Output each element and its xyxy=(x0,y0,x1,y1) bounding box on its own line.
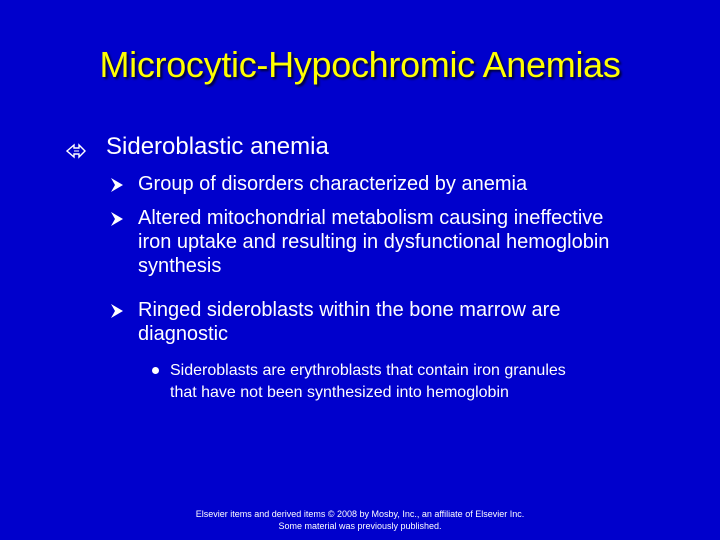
bullet-level3 xyxy=(152,360,592,404)
arrow-bullet-icon xyxy=(110,177,124,193)
bullet-level2 xyxy=(106,206,626,278)
copyright-footer xyxy=(0,508,720,532)
arrow-bullet-icon xyxy=(110,303,124,319)
bullet-level1: Sideroblastic anemia xyxy=(106,133,329,160)
slide-title: Microcytic-Hypochromic Anemias xyxy=(99,44,621,85)
footer-line: Elsevier items and derived items © 2008 by Mosby, Inc., an affiliate of Elsevier Inc. xyxy=(195,509,525,519)
arrow-bullet-icon xyxy=(110,211,124,227)
bullet-text: Group of disorders characterized by anemia xyxy=(138,173,528,195)
dot-bullet-icon xyxy=(152,367,159,374)
bullet-level2 xyxy=(106,172,626,196)
dingbat-bullet-icon xyxy=(66,142,86,160)
bullet-level2 xyxy=(106,298,626,346)
bullet-text: Altered mitochondrial metabolism causing ineffective iron uptake and resulting in dysfunctional hemoglobin synthesis xyxy=(138,207,610,277)
bullet-text: Sideroblasts are erythroblasts that contain iron granules that have not been synthesized into hemoglobin xyxy=(170,362,566,401)
footer-line: Some material was previously published. xyxy=(278,521,442,531)
bullet-text: Ringed sideroblasts within the bone marrow are diagnostic xyxy=(138,299,561,345)
